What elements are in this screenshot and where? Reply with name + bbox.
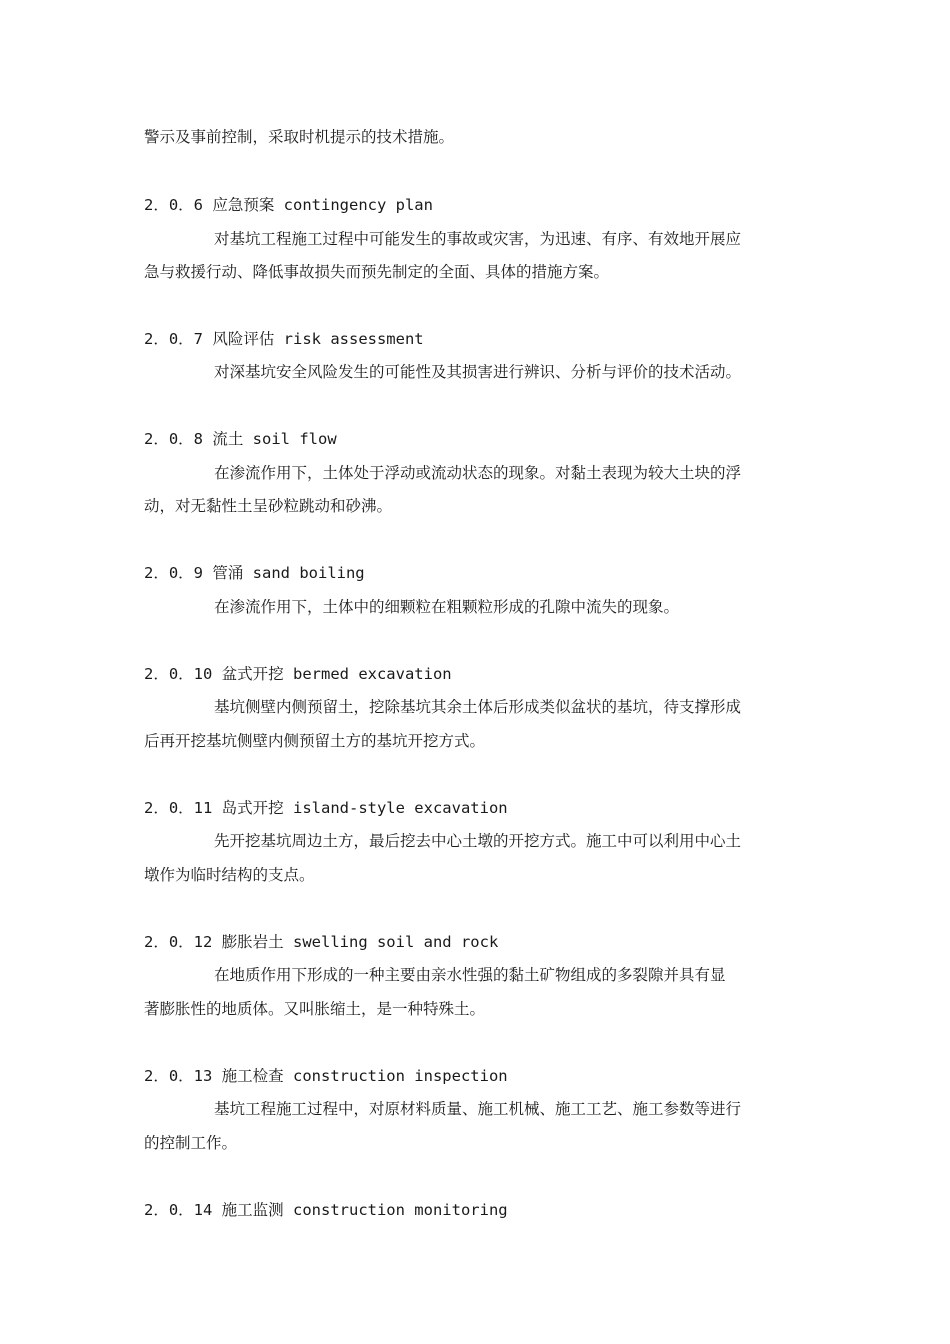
term-definition-line: 著膨胀性的地质体。又叫胀缩土，是一种特殊土。 <box>144 1000 486 1018</box>
term-heading-2-0-11: 2．0．11 岛式开挖 island-style excavation <box>144 799 508 817</box>
term-definition-line: 动，对无黏性土呈砂粒跳动和砂沸。 <box>144 497 393 515</box>
paragraph-continuation: 警示及事前控制，采取时机提示的技术措施。 <box>144 128 455 146</box>
term-definition-line: 先开挖基坑周边土方，最后挖去中心土墩的开挖方式。施工中可以利用中心土 <box>214 832 742 850</box>
term-heading-2-0-13: 2．0．13 施工检查 construction inspection <box>144 1067 508 1085</box>
term-definition-line: 基坑侧壁内侧预留土，挖除基坑其余土体后形成类似盆状的基坑，待支撑形成 <box>214 698 742 716</box>
term-definition-line: 后再开挖基坑侧壁内侧预留土方的基坑开挖方式。 <box>144 732 486 750</box>
term-heading-2-0-6: 2．0．6 应急预案 contingency plan <box>144 196 433 214</box>
term-definition-line: 墩作为临时结构的支点。 <box>144 866 315 884</box>
term-definition-line: 的控制工作。 <box>144 1134 238 1152</box>
term-heading-2-0-8: 2．0．8 流土 soil flow <box>144 430 337 448</box>
term-definition-line: 对基坑工程施工过程中可能发生的事故或灾害，为迅速、有序、有效地开展应 <box>214 230 742 248</box>
term-definition-line: 对深基坑安全风险发生的可能性及其损害进行辨识、分析与评价的技术活动。 <box>214 363 742 381</box>
document-page <box>144 0 824 1344</box>
term-definition-line: 基坑工程施工过程中，对原材料质量、施工机械、施工工艺、施工参数等进行 <box>214 1100 742 1118</box>
term-heading-2-0-7: 2．0．7 风险评估 risk assessment <box>144 330 424 348</box>
term-heading-2-0-12: 2．0．12 膨胀岩土 swelling soil and rock <box>144 933 499 951</box>
term-definition-line: 在渗流作用下，土体处于浮动或流动状态的现象。对黏土表现为较大土块的浮 <box>214 464 742 482</box>
term-heading-2-0-9: 2．0．9 管涌 sand boiling <box>144 564 365 582</box>
term-definition-line: 在地质作用下形成的一种主要由亲水性强的黏土矿物组成的多裂隙并具有显 <box>214 966 726 984</box>
term-heading-2-0-10: 2．0．10 盆式开挖 bermed excavation <box>144 665 452 683</box>
term-definition-line: 急与救援行动、降低事故损失而预先制定的全面、具体的措施方案。 <box>144 263 610 281</box>
term-heading-2-0-14: 2．0．14 施工监测 construction monitoring <box>144 1201 508 1219</box>
term-definition-line: 在渗流作用下，土体中的细颗粒在粗颗粒形成的孔隙中流失的现象。 <box>214 598 680 616</box>
